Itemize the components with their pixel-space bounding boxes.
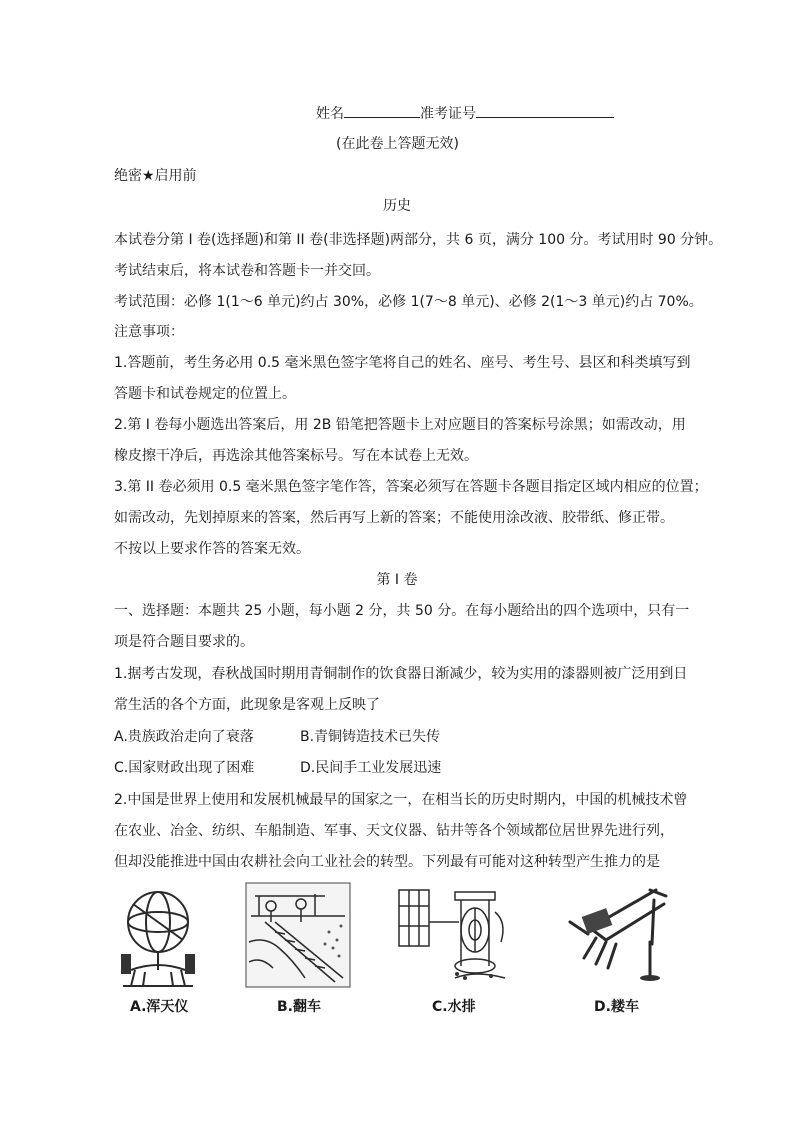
- chain-pump-image: [245, 882, 351, 988]
- q2-stem: 在农业、冶金、纺织、车船制造、军事、天文仪器、钻井等各个领域都位居世界先进行列，: [114, 823, 674, 839]
- scope-line: 考试范围：必修 1(1～6 单元)约占 30%，必修 1(7～8 单元)、必修 2(1～3 单元)约占 70%。: [114, 294, 703, 310]
- part-title: 第 I 卷: [376, 572, 418, 588]
- rule-line: 橡皮擦干净后，再选涂其他答案标号。写在本试卷上无效。: [114, 448, 478, 464]
- candidate-info-row: [316, 103, 636, 124]
- q1-option-c: C.国家财政出现了困难: [114, 760, 255, 776]
- notes-heading: 注意事项：: [114, 324, 184, 340]
- rule-line: 答题卡和试卷规定的位置上。: [114, 386, 296, 402]
- q1-option-a: A.贵族政治走向了衰落: [114, 729, 254, 745]
- secret-mark: 绝密★启用前: [114, 168, 197, 184]
- q2-stem: 2.中国是世界上使用和发展机械最早的国家之一，在相当长的历史时期内，中国的机械技术曾: [114, 792, 688, 808]
- rule-line: 如需改动，先划掉原来的答案，然后再写上新的答案；不能使用涂改液、胶带纸、修正带。: [114, 510, 674, 526]
- q2-stem: 但却没能推进中国由农耕社会向工业社会的转型。下列最有可能对这种转型产生推力的是: [114, 854, 660, 870]
- section-heading: 项是符合题目要求的。: [114, 634, 254, 650]
- rule-line: 不按以上要求作答的答案无效。: [114, 541, 310, 557]
- caption-b: B.翻车: [277, 999, 321, 1015]
- q1-stem: 常生活的各个方面，此现象是客观上反映了: [114, 697, 380, 713]
- seed-drill-image: [560, 882, 670, 982]
- rule-line: 1.答题前，考生务必用 0.5 毫米黑色签字笔将自己的姓名、座号、考生号、县区和科类填写到: [114, 355, 691, 371]
- caption-d: D.耧车: [594, 999, 639, 1015]
- rule-line: 3.第 II 卷必须用 0.5 毫米黑色签字笔作答，答案必须写在答题卡各题目指定区域内相应的位置；: [114, 479, 708, 495]
- q1-stem: 1.据考古发现，春秋战国时期用青铜制作的饮食器日渐减少，较为实用的漆器则被广泛用到日: [114, 666, 688, 682]
- no-answer-notice: (在此卷上答题无效): [336, 136, 459, 152]
- section-heading: 一、选择题：本题共 25 小题，每小题 2 分，共 50 分。在每小题给出的四个选项中，只有一: [114, 603, 690, 619]
- water-bellows-image: [395, 882, 515, 986]
- name-label: 姓名: [316, 106, 344, 122]
- q1-option-b: B.青铜铸造技术已失传: [300, 729, 441, 745]
- intro-line: 本试卷分第 I 卷(选择题)和第 II 卷(非选择题)两部分，共 6 页，满分 100 分。考试用时 90 分钟。: [114, 232, 723, 248]
- rule-line: 2.第 I 卷每小题选出答案后，用 2B 铅笔把答题卡上对应题目的答案标号涂黑；如需改动，用: [114, 417, 686, 433]
- name-field[interactable]: [344, 103, 420, 118]
- caption-a: A.浑天仪: [130, 999, 189, 1015]
- armillary-sphere-image: [113, 882, 203, 990]
- exam-no-label: 准考证号: [420, 106, 476, 122]
- exam-no-field[interactable]: [476, 103, 614, 118]
- intro-line: 考试结束后，将本试卷和答题卡一并交回。: [114, 263, 380, 279]
- caption-c: C.水排: [432, 999, 476, 1015]
- subject-title: 历史: [383, 198, 411, 214]
- q1-option-d: D.民间手工业发展迅速: [300, 760, 442, 776]
